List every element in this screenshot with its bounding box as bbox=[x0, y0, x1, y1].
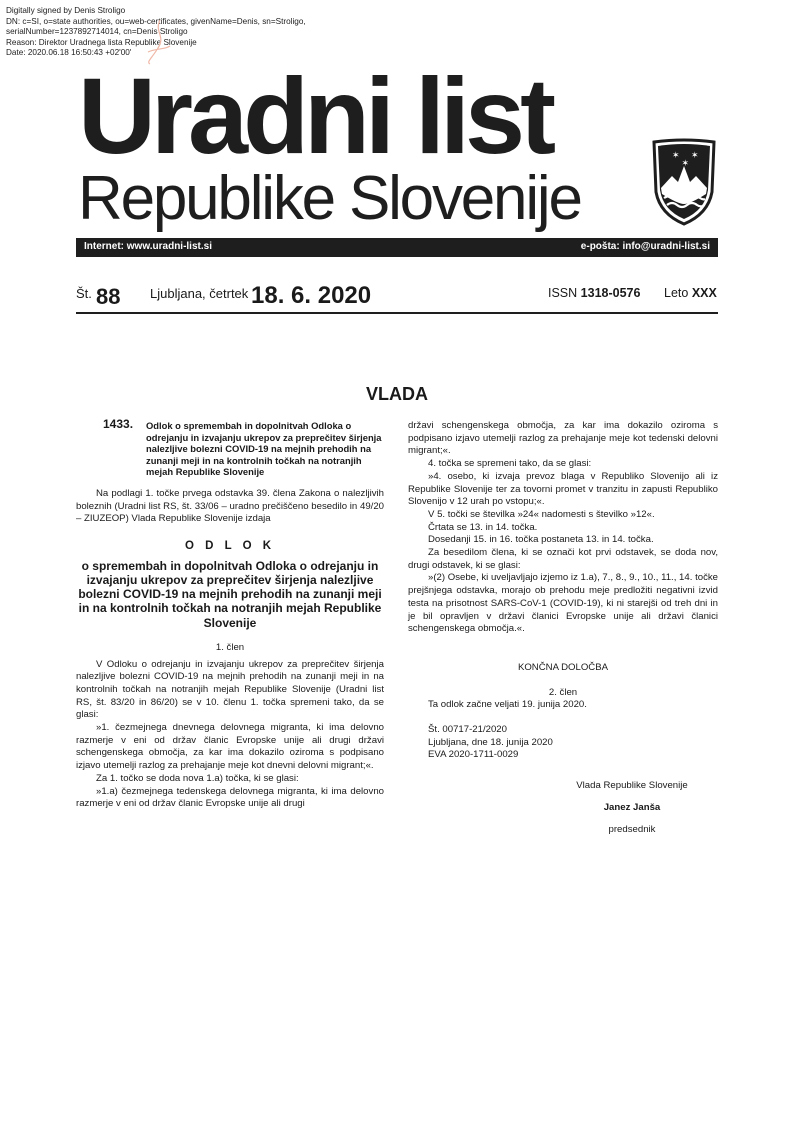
preamble: Na podlagi 1. točke prvega odstavka 39. člena Zakona o nalezljivih boleznih (Uradni list RS, št. 33/06 – uradno prečiščeno besedilo in 49/20 – ZIUZEOP) Vlada Republike Slovenije izdaja bbox=[76, 487, 384, 525]
signer-name: Janez Janša bbox=[603, 802, 661, 814]
year-label: Leto bbox=[664, 286, 689, 300]
issn-label: ISSN bbox=[548, 286, 578, 300]
paragraph: »1.a) čezmejnega tedenskega delovnega migranta, ki ima delovno razmerje v eni od držav članic Evropske unije ali drugi bbox=[76, 785, 384, 810]
issn bbox=[548, 286, 640, 300]
act-title: Odlok o spremembah in dopolnitvah Odloka o odrejanju in izvajanju ukrepov za preprečitev širjenja nalezljive bolezni COVID-19 na mejnih prehodih na zunanji meji in na kontrolnih točkah na notranjih mejah Republike Slovenije bbox=[146, 420, 382, 478]
section-title: VLADA bbox=[366, 384, 428, 404]
act-heading bbox=[76, 417, 384, 478]
text-column-right bbox=[408, 420, 718, 847]
place-date: Ljubljana, dne 18. junija 2020 bbox=[428, 736, 553, 748]
signature-line: DN: c=SI, o=state authorities, ou=web-certificates, givenName=Denis, sn=Stroligo, bbox=[6, 16, 306, 26]
article-heading: 1. člen bbox=[215, 641, 245, 653]
signature-line: serialNumber=1237892714014, cn=Denis Stroligo bbox=[6, 27, 188, 37]
issue-place-day: Ljubljana, četrtek bbox=[150, 286, 249, 301]
paragraph: »(2) Osebe, ki uveljavljajo izjemo iz 1.a), 7., 8., 9., 10., 11., 14. točke prejšnjega odstavka, morajo ob prehodu meje predložiti negativni izvid testa na prisotnost SARS-CoV-1 (COVID-19), ki ni starejši od treh dni in je bil opravljen v državi članici Evropske unije ali državi članici schengenskega območja.«. bbox=[408, 572, 718, 635]
issue-info-line bbox=[76, 282, 718, 312]
masthead-title: Uradni list bbox=[78, 55, 552, 176]
year-value: XXX bbox=[691, 286, 717, 300]
signature-line: Date: 2020.06.18 16:50:43 +02'00' bbox=[6, 48, 132, 58]
reference-number: Št. 00717-21/2020 bbox=[428, 724, 507, 736]
paragraph: »4. osebo, ki izvaja prevoz blaga v Republiko Slovenijo ali iz Republike Slovenije ter za tovorni promet v tranzitu in zapusti Republiko Slovenijo v 12 urah po vstopu;«. bbox=[408, 470, 718, 508]
issue-number-label: Št. bbox=[76, 286, 92, 301]
paragraph: 4. točka se spremeni tako, da se glasi: bbox=[428, 458, 592, 470]
act-number: 1433. bbox=[103, 417, 134, 431]
svg-text:✶: ✶ bbox=[691, 151, 699, 161]
paragraph: »1. čezmejnega dnevnega delovnega migranta, ki ima delovno razmerje v eni od držav članic Evropske unije ali drugi državi schengenskega območja, za kar ima dokazilo oziroma s podpisano izjavo utemelji razlog za prehajanje meje kot dnevni delovni migrant;«. bbox=[76, 722, 384, 772]
email-link[interactable]: e-pošta: info@uradni-list.si bbox=[580, 241, 710, 252]
volume-year bbox=[664, 286, 717, 300]
signer-role: predsednik bbox=[608, 824, 656, 836]
article-heading: 2. člen bbox=[548, 686, 578, 698]
odlok-title: o spremembah in dopolnitvah Odloka o odrejanju in izvajanju ukrepov za preprečitev širjenja nalezljive bolezni COVID-19 na mejnih prehodih na zunanji meji in na kontrolnih točkah na notranjih mejah Republike Slovenije bbox=[78, 558, 382, 630]
signature-line: Digitally signed by Denis Stroligo bbox=[6, 6, 126, 15]
government-name: Vlada Republike Slovenije bbox=[576, 779, 688, 791]
issue-date: 18. 6. 2020 bbox=[251, 282, 372, 309]
header-divider bbox=[76, 312, 718, 314]
masthead-subtitle: Republike Slovenije bbox=[78, 164, 581, 233]
paragraph: državi schengenskega območja, za kar ima dokazilo oziroma s podpisano izjavo utemelji razlog za prehajanje meje kot tedenski delovni migrant;«. bbox=[408, 420, 718, 457]
final-provision-heading: KONČNA DOLOČBA bbox=[517, 661, 609, 673]
paragraph: V 5. točki se številka »24« nadomesti s številko »12«. bbox=[428, 508, 655, 520]
svg-text:✶: ✶ bbox=[681, 159, 690, 169]
paragraph: Ta odlok začne veljati 19. junija 2020. bbox=[428, 699, 587, 711]
paragraph: Črtata se 13. in 14. točka. bbox=[428, 521, 538, 533]
coat-of-arms-icon bbox=[650, 138, 718, 226]
eva-number: EVA 2020-1711-0029 bbox=[428, 749, 519, 761]
paragraph: V Odloku o odrejanju in izvajanju ukrepov za preprečitev širjenja nalezljive bolezni COVID-19 na mejnih prehodih na zunanji meji in na kontrolnih točkah na notranjih mejah Republike Slovenije (Uradni list RS, št. 83/20 in 86/20) se v 10. členu 1. točka spremeni tako, da se glasi: bbox=[76, 658, 384, 721]
issue-number: 88 bbox=[96, 284, 121, 309]
svg-text:✶: ✶ bbox=[672, 151, 680, 161]
odlok-heading: O D L O K bbox=[184, 540, 276, 553]
signature-line: Reason: Direktor Uradnega lista Republike Slovenije bbox=[6, 37, 197, 47]
paragraph: Dosedanji 15. in 16. točka postaneta 13. in 14. točka. bbox=[428, 534, 654, 546]
issn-value: 1318-0576 bbox=[580, 286, 641, 300]
paragraph: Za besedilom člena, ki se označi kot prvi odstavek, se doda nov, drugi odstavek, ki se glasi: bbox=[408, 547, 718, 571]
masthead-contact-bar bbox=[76, 238, 718, 257]
text-column-left bbox=[76, 417, 384, 811]
website-link[interactable]: Internet: www.uradni-list.si bbox=[84, 241, 212, 252]
paragraph: Za 1. točko se doda nova 1.a) točka, ki se glasi: bbox=[96, 772, 299, 784]
